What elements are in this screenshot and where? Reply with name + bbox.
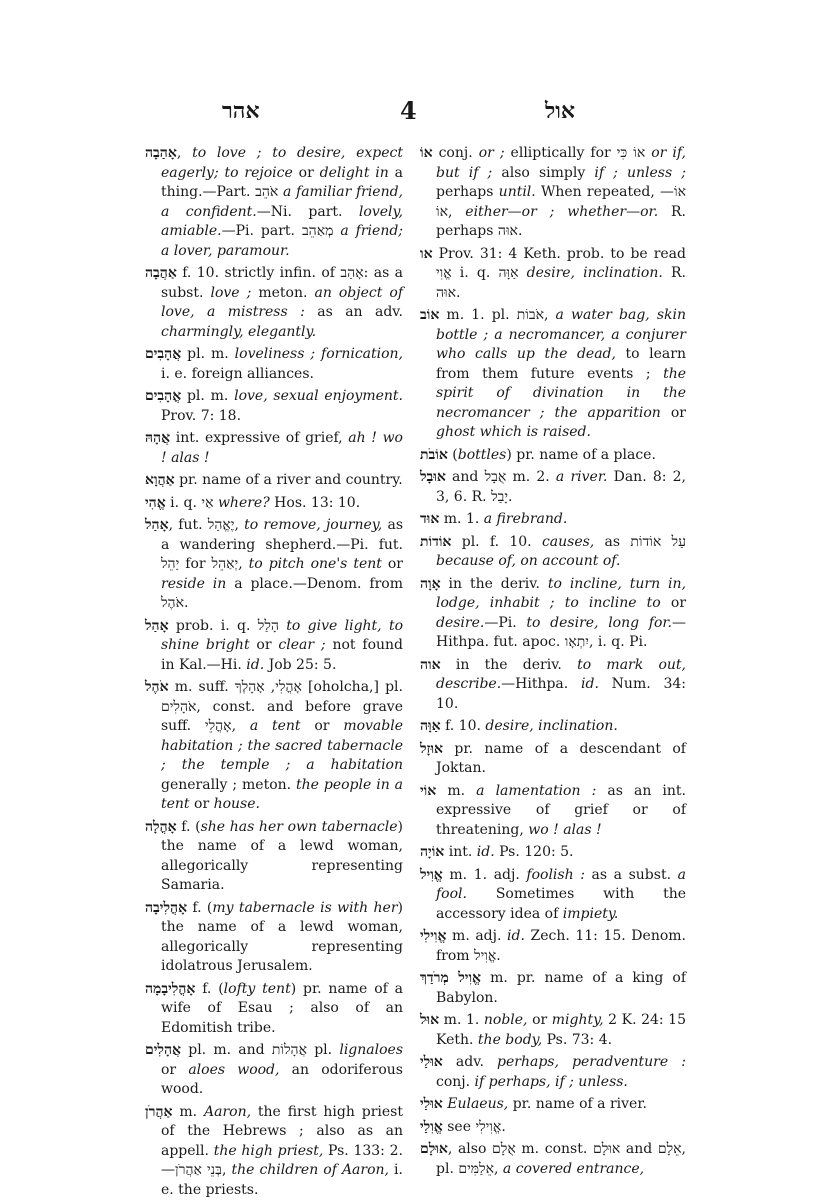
dictionary-entry bbox=[420, 866, 686, 925]
dictionary-entry bbox=[420, 1140, 686, 1179]
definition-italic: love ; bbox=[210, 284, 252, 301]
definition-text: f. 10. bbox=[440, 718, 486, 734]
definition-italic: a water bag, skin bottle ; a necromancer, a conjurer who calls up the dead, bbox=[436, 307, 687, 362]
definition-text: ) pr. name of a place. bbox=[506, 446, 656, 463]
definition-italic: a firebrand. bbox=[483, 511, 568, 527]
headword: אוֹי bbox=[420, 782, 437, 799]
definition-text: When repeated, אוֹ—אוֹ, bbox=[436, 184, 686, 220]
headword: אַהֲוָא bbox=[145, 472, 175, 488]
definition-text: perhaps bbox=[436, 184, 499, 200]
definition-text: the first high priest of the Hebrews ; also as an appell. bbox=[161, 1103, 403, 1159]
definition-text: as a subst. bbox=[584, 866, 678, 883]
definition-text: ) the name of a lewd woman, allegorically representing Samaria. bbox=[161, 818, 404, 893]
definition-text: f. ( bbox=[187, 899, 213, 916]
headword: אָוָה bbox=[420, 575, 441, 592]
definition-text: also simply bbox=[492, 164, 595, 181]
definition-italic: lovely, amiable. bbox=[161, 203, 403, 239]
dictionary-entry bbox=[145, 899, 403, 977]
headword: אַהֲרֹן bbox=[145, 1103, 173, 1120]
headword: אוּל bbox=[420, 1012, 440, 1028]
headword: אָהַל bbox=[145, 517, 169, 533]
definition-text: i. e. the priests. bbox=[161, 1162, 403, 1198]
headword: אֲהָהּ bbox=[145, 430, 171, 446]
headword: אוּזָל bbox=[420, 740, 444, 757]
definition-text: m. bbox=[436, 782, 477, 799]
headword: אוֹבֹת bbox=[420, 446, 448, 463]
definition-italic: id. bbox=[476, 844, 495, 860]
definition-text: Hos. 13: 10. bbox=[269, 494, 361, 511]
definition-italic: ghost which is raised. bbox=[436, 424, 591, 440]
headword: אוה bbox=[420, 656, 441, 673]
definition-italic: clear ; bbox=[278, 637, 326, 653]
definition-text: or bbox=[660, 595, 687, 611]
definition-italic: love, sexual enjoyment. bbox=[234, 388, 403, 404]
definition-text: Prov. 7: 18. bbox=[161, 407, 242, 424]
definition-text: or bbox=[249, 637, 279, 653]
definition-text: R. אוּה. bbox=[436, 265, 686, 301]
definition-italic: foolish : bbox=[526, 866, 585, 883]
definition-italic: desire. bbox=[436, 614, 485, 631]
definition-italic: an object of love, a mistress : bbox=[161, 284, 404, 320]
definition-italic: Aaron, bbox=[203, 1103, 252, 1120]
headword: אֲהָלִים bbox=[145, 1042, 181, 1058]
headword: אֱוִיל מְרֹדַךְ bbox=[420, 970, 482, 986]
definition-text: pr. name of a river. bbox=[508, 1096, 647, 1112]
definition-italic: lignaloes bbox=[339, 1042, 403, 1058]
dictionary-entry bbox=[145, 617, 403, 676]
dictionary-entry bbox=[420, 740, 686, 779]
definition-text: meton. bbox=[251, 284, 315, 301]
right-column bbox=[420, 144, 686, 1182]
definition-italic: or if, but if ; bbox=[436, 145, 686, 181]
definition-text: pr. name of a descendant of Joktan. bbox=[436, 740, 686, 776]
definition-text: to learn from them future events ; bbox=[436, 346, 686, 382]
definition-italic: to pitch one's tent bbox=[248, 556, 382, 572]
headword: אֲהָבִים bbox=[145, 346, 182, 362]
definition-italic: or ; bbox=[478, 145, 505, 161]
headword: אוּלָם bbox=[420, 1141, 448, 1157]
definition-text: in the deriv. bbox=[440, 575, 548, 592]
definition-italic: to love ; to desire, expect eagerly; to rejoice bbox=[161, 145, 403, 181]
definition-italic: to mark out, describe. bbox=[436, 656, 686, 692]
definition-italic: desire, inclination. bbox=[485, 718, 618, 734]
definition-text: elliptically for אוֹ כִּי bbox=[504, 145, 652, 161]
dictionary-entry bbox=[420, 782, 686, 841]
definition-text: Job 25: 5. bbox=[264, 656, 337, 673]
definition-text: m. suff. אָהֳלִי, אָהָלְךָ [oholcha,] pl. אֹהָלִים, const. and before grave suff. אָהֳלֵי, bbox=[161, 679, 403, 734]
definition-text: pl. m. and אֲהָלוֹת pl. bbox=[181, 1042, 340, 1058]
dictionary-entry bbox=[420, 1053, 686, 1092]
definition-italic: to give light, to shine bright bbox=[161, 617, 404, 653]
headword: אוֹדוֹת bbox=[420, 533, 452, 550]
definition-text: Ps. 73: 4. bbox=[542, 1031, 613, 1048]
dictionary-entry bbox=[420, 927, 686, 966]
definition-text: m. bbox=[172, 1103, 204, 1120]
definition-text: conj. bbox=[432, 145, 479, 161]
headword: אוֹ bbox=[420, 145, 433, 161]
definition-italic: if perhaps, if ; unless. bbox=[474, 1073, 628, 1090]
definition-italic: reside in bbox=[161, 575, 227, 592]
dictionary-entry bbox=[145, 678, 403, 815]
definition-italic: the body, bbox=[477, 1031, 543, 1048]
definition-italic: mighty, bbox=[551, 1012, 604, 1028]
definition-text: f. 10. strictly infin. of אָהַב: as a subst. bbox=[161, 265, 404, 301]
definition-italic: delight in bbox=[319, 164, 389, 181]
definition-text: or bbox=[300, 718, 344, 734]
headword: אָהֳלָה bbox=[145, 818, 177, 835]
dictionary-entry bbox=[145, 494, 403, 514]
definition-text: adv. bbox=[442, 1054, 498, 1070]
definition-text: i. e. foreign alliances. bbox=[161, 365, 314, 382]
dictionary-entry bbox=[145, 516, 403, 614]
dictionary-entry bbox=[420, 1011, 686, 1050]
definition-text: m. 1. bbox=[439, 1012, 484, 1028]
definition-text: or bbox=[189, 796, 214, 812]
headword: אוֹב bbox=[420, 307, 440, 323]
headword: אָהַבָה bbox=[145, 145, 177, 161]
definition-text: m. adj. bbox=[446, 928, 508, 944]
definition-text: in the deriv. bbox=[440, 656, 578, 673]
definition-text: a thing.—Part. אֹהֵב bbox=[161, 164, 403, 200]
definition-italic: aloes wood, bbox=[188, 1061, 280, 1078]
definition-italic: charmingly, elegantly. bbox=[161, 323, 317, 340]
definition-text: as a wandering shepherd.—Pi. fut. יַהֵל for יְאַהֵל, bbox=[161, 517, 404, 572]
dictionary-entry bbox=[420, 306, 686, 443]
dictionary-entry bbox=[145, 1041, 403, 1100]
definition-italic: lofty tent bbox=[223, 980, 291, 997]
definition-text: generally ; meton. bbox=[161, 776, 297, 793]
definition-text: —Hithpa. bbox=[501, 676, 582, 692]
definition-text: pl. f. 10. bbox=[451, 533, 542, 550]
definition-italic: because of, on account of. bbox=[436, 553, 621, 569]
headword: אֱוִילִי bbox=[420, 928, 447, 944]
definition-text: and אֻבָל m. 2. bbox=[445, 469, 556, 485]
definition-italic: noble, bbox=[483, 1012, 528, 1028]
definition-text: —Ni. part. bbox=[256, 203, 359, 220]
headword: אֱוִיל bbox=[420, 866, 443, 883]
dictionary-entry bbox=[420, 575, 686, 653]
definition-text: —Pi. bbox=[484, 614, 527, 631]
definition-italic: id. bbox=[507, 928, 525, 944]
headword: אוּלַי bbox=[420, 1096, 443, 1112]
headword: אוּבָל bbox=[420, 469, 446, 485]
definition-italic: Eulaeus, bbox=[447, 1096, 509, 1112]
headword: אַהֲבָה bbox=[145, 265, 177, 281]
definition-italic: a covered entrance, bbox=[502, 1160, 645, 1177]
dictionary-entry bbox=[420, 533, 686, 572]
definition-italic: to remove, journey, bbox=[244, 517, 383, 533]
definition-text: m. 1. pl. אֹבוֹת, bbox=[439, 307, 556, 323]
dictionary-entry bbox=[420, 969, 686, 1008]
dictionary-entry bbox=[145, 345, 403, 384]
definition-text: int. bbox=[444, 844, 477, 860]
definition-text: Zech. 11: 15. Denom. from אֱוִיל. bbox=[436, 928, 686, 964]
definition-text: f. ( bbox=[195, 980, 224, 997]
definition-italic: to desire, long for. bbox=[526, 614, 672, 631]
definition-italic: impiety. bbox=[562, 905, 619, 922]
dictionary-entry bbox=[420, 510, 686, 530]
dictionary-entry bbox=[420, 446, 686, 466]
definition-text: see אֱוִילִי. bbox=[442, 1118, 506, 1135]
definition-text: Prov. 31: 4 Keth. prob. to be read אֱוִי i. q. אַוָּה bbox=[432, 245, 686, 281]
headword: אָהַל bbox=[145, 617, 169, 634]
definition-italic: loveliness ; fornication, bbox=[234, 346, 403, 362]
definition-italic: a fool. bbox=[436, 866, 686, 902]
definition-text: Ps. 133: 2.—בְּנֵי אַהֲרֹן, bbox=[161, 1142, 404, 1178]
definition-text: —Pi. part. מְאַהֵב bbox=[221, 223, 341, 239]
definition-text: prob. i. q. הָלַל bbox=[168, 617, 287, 634]
headword: אוּלַי bbox=[420, 1054, 443, 1070]
definition-text: —Hithpa. fut. apoc. יִתְאָו, i. q. Pi. bbox=[436, 614, 686, 650]
headword: אוּד bbox=[420, 511, 440, 527]
definition-text: or bbox=[527, 1012, 552, 1028]
definition-text: Sometimes with the accessory idea of bbox=[436, 886, 686, 922]
definition-italic: desire, inclination. bbox=[526, 265, 663, 281]
definition-text: or bbox=[292, 164, 320, 181]
dictionary-entry bbox=[420, 144, 686, 242]
headword: או bbox=[420, 245, 433, 262]
definition-italic: until. bbox=[498, 184, 536, 200]
definition-italic: a friend; a lover, paramour. bbox=[161, 223, 404, 259]
dictionary-entry bbox=[420, 1095, 686, 1115]
definition-italic: she has her own tabernacle bbox=[200, 818, 398, 835]
definition-text: or bbox=[381, 556, 404, 572]
header-left-word: אהר bbox=[222, 98, 260, 124]
definition-italic: a tent bbox=[249, 718, 301, 734]
definition-italic: movable habitation ; the sacred tabernacle ; the temple ; a habitation bbox=[161, 718, 403, 773]
headword: אָהֳלִיבָמָה bbox=[145, 980, 196, 997]
definition-text: m. 1. adj. bbox=[442, 866, 527, 883]
headword: אֱהִי bbox=[145, 494, 166, 511]
definition-italic: house. bbox=[213, 796, 260, 812]
definition-text: m. pr. name of a king of Babylon. bbox=[436, 970, 687, 1006]
definition-text: ) pr. name of a wife of Esau ; also of an Edomitish tribe. bbox=[161, 980, 403, 1036]
definition-text: 2 K. 24: 15 Keth. bbox=[436, 1012, 686, 1048]
dictionary-entry bbox=[145, 980, 403, 1039]
definition-text: or bbox=[161, 1061, 189, 1078]
headword: אָהֳלִיבָה bbox=[145, 899, 188, 916]
definition-text: ) the name of a lewd woman, allegorically representing idolatrous Jerusalem. bbox=[161, 899, 403, 974]
page-number: 4 bbox=[400, 96, 417, 125]
definition-italic: a river. bbox=[555, 469, 608, 485]
definition-text: as an adv. bbox=[304, 304, 403, 320]
definition-text: not found in Kal.—Hi. bbox=[161, 637, 404, 673]
definition-text: conj. bbox=[436, 1073, 475, 1090]
dictionary-entry bbox=[145, 1103, 403, 1201]
dictionary-entry bbox=[145, 264, 403, 342]
definition-italic: a lamentation : bbox=[476, 782, 597, 799]
definition-text: Num. 34: 10. bbox=[436, 676, 686, 712]
definition-text: pl. m. bbox=[181, 346, 235, 362]
dictionary-entry bbox=[145, 387, 403, 426]
definition-text: a place.—Denom. from אֹהֶל. bbox=[161, 575, 403, 611]
definition-italic: to incline, turn in, lodge, inhabit ; bbox=[436, 575, 686, 611]
dictionary-entry bbox=[420, 717, 686, 737]
definition-italic: id. bbox=[246, 656, 265, 673]
definition-text bbox=[555, 595, 565, 611]
dictionary-entry bbox=[145, 818, 403, 896]
definition-italic: the spirit of divination in the necromancer ; the apparition bbox=[436, 365, 686, 421]
dictionary-entry bbox=[420, 656, 686, 715]
definition-text: , also אֻלָם m. const. אוּלָם and אֵלָם, pl. אֵלַמִּים, bbox=[436, 1141, 686, 1177]
definition-italic: bottles bbox=[457, 446, 507, 463]
definition-text: pl. m. bbox=[181, 388, 235, 404]
definition-italic: causes, bbox=[541, 533, 595, 550]
dictionary-entry bbox=[145, 471, 403, 491]
definition-text: an odoriferous wood. bbox=[161, 1061, 403, 1097]
definition-italic: wo ! alas ! bbox=[528, 821, 602, 838]
definition-text: as עַל אוֹדוֹת bbox=[594, 533, 686, 550]
definition-text: R. perhaps אוּה. bbox=[436, 203, 686, 239]
definition-italic: my tabernacle is with her bbox=[212, 899, 398, 916]
definition-text: as an int. expressive of grief or of threatening, bbox=[436, 782, 686, 838]
dictionary-entry bbox=[420, 468, 686, 507]
dictionary-entry bbox=[420, 1118, 686, 1138]
definition-text: m. 1. bbox=[439, 511, 484, 527]
definition-italic: the high priest, bbox=[213, 1142, 324, 1159]
definition-text: , bbox=[176, 145, 193, 161]
definition-text: i. q. אַי bbox=[165, 494, 218, 511]
definition-text: Ps. 120: 5. bbox=[494, 844, 574, 860]
left-column bbox=[145, 144, 403, 1203]
dictionary-entry bbox=[145, 144, 403, 261]
headword: אוֹיָה bbox=[420, 844, 445, 860]
definition-italic: either—or ; whether—or. bbox=[465, 203, 659, 220]
headword: אַוָּה bbox=[420, 718, 441, 734]
headword: אֱוִלַי bbox=[420, 1118, 443, 1135]
definition-italic: ah ! wo ! alas ! bbox=[161, 430, 403, 466]
header-right-word: אול bbox=[544, 98, 575, 124]
definition-text: f. ( bbox=[176, 818, 201, 835]
definition-italic: a familiar friend, a confident. bbox=[161, 184, 404, 220]
headword: אֹהֶל bbox=[145, 679, 169, 695]
definition-text: pr. name of a river and country. bbox=[174, 472, 403, 488]
definition-italic: if ; unless ; bbox=[594, 164, 687, 181]
definition-text: int. expressive of grief, bbox=[170, 430, 349, 446]
dictionary-entry bbox=[420, 245, 686, 304]
definition-italic: the people in a tent bbox=[161, 776, 403, 812]
dictionary-entry bbox=[420, 843, 686, 863]
definition-text: ( bbox=[447, 446, 458, 463]
definition-italic: where? bbox=[217, 494, 270, 511]
dictionary-entry bbox=[145, 429, 403, 468]
definition-italic: perhaps, peradventure : bbox=[497, 1054, 686, 1070]
definition-text: , fut. יֶאֱהַל, bbox=[168, 517, 245, 533]
definition-text: Dan. 8: 2, 3, 6. R. יָבַל. bbox=[436, 469, 686, 505]
definition-italic: to incline to bbox=[564, 595, 661, 611]
headword: אֳהָבִים bbox=[145, 388, 182, 404]
definition-text: or bbox=[660, 404, 686, 421]
definition-italic: the children of Aaron, bbox=[231, 1162, 389, 1178]
definition-italic: id. bbox=[581, 676, 599, 692]
